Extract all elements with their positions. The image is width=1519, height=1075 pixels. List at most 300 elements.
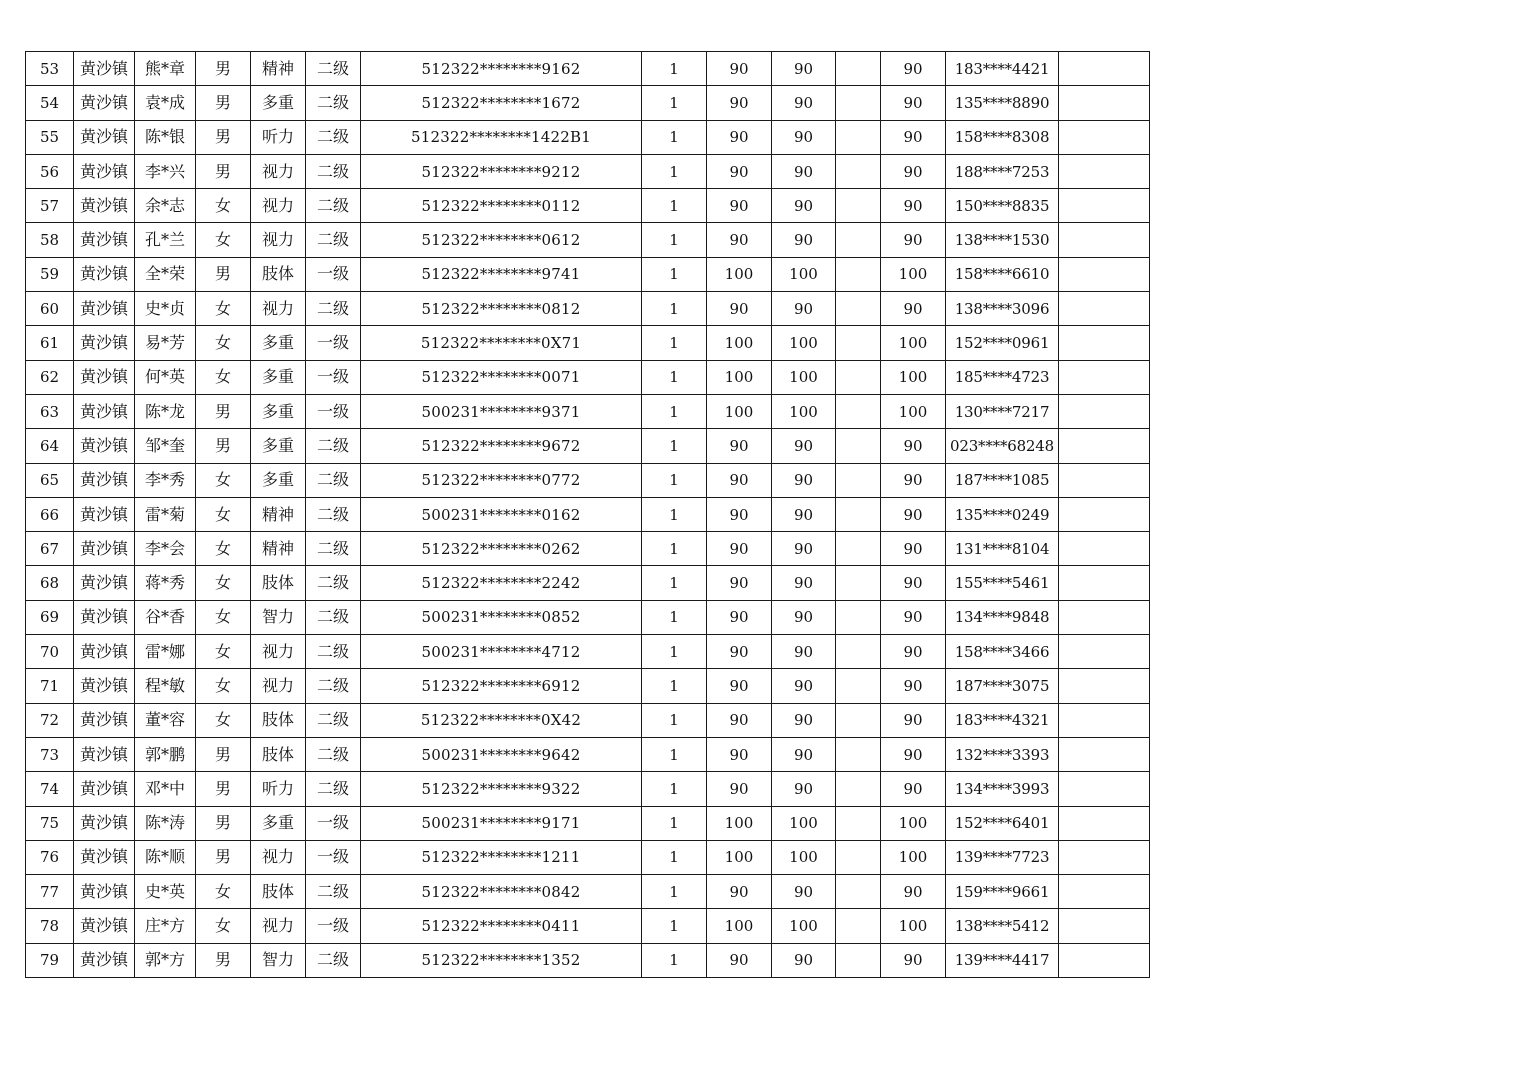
cell-amount: 90 [881, 497, 946, 531]
cell-blank [836, 840, 881, 874]
cell-gender: 女 [196, 875, 251, 909]
cell-standard-2: 100 [772, 840, 836, 874]
cell-gender: 男 [196, 806, 251, 840]
cell-count: 1 [642, 154, 707, 188]
cell-phone: 131****8104 [946, 532, 1059, 566]
cell-amount: 100 [881, 806, 946, 840]
cell-phone: 150****8835 [946, 189, 1059, 223]
cell-amount: 90 [881, 943, 946, 977]
cell-amount: 90 [881, 669, 946, 703]
cell-disability-type: 视力 [251, 189, 306, 223]
cell-name: 李*会 [135, 532, 196, 566]
cell-amount: 90 [881, 189, 946, 223]
cell-township: 黄沙镇 [74, 257, 135, 291]
cell-remark [1059, 120, 1150, 154]
cell-gender: 女 [196, 532, 251, 566]
cell-id-number: 512322********9212 [361, 154, 642, 188]
cell-gender: 男 [196, 429, 251, 463]
cell-id-number: 512322********9741 [361, 257, 642, 291]
cell-count: 1 [642, 943, 707, 977]
cell-id-number: 512322********9672 [361, 429, 642, 463]
cell-blank [836, 360, 881, 394]
cell-name: 陈*银 [135, 120, 196, 154]
cell-name: 熊*章 [135, 52, 196, 86]
cell-remark [1059, 497, 1150, 531]
cell-count: 1 [642, 86, 707, 120]
cell-name: 余*志 [135, 189, 196, 223]
cell-disability-type: 肢体 [251, 703, 306, 737]
cell-name: 邓*中 [135, 772, 196, 806]
cell-standard-2: 90 [772, 532, 836, 566]
cell-disability-level: 一级 [306, 360, 361, 394]
cell-township: 黄沙镇 [74, 669, 135, 703]
cell-phone: 130****7217 [946, 394, 1059, 428]
cell-township: 黄沙镇 [74, 737, 135, 771]
cell-disability-level: 二级 [306, 86, 361, 120]
table-row [26, 52, 1150, 86]
cell-amount: 90 [881, 566, 946, 600]
cell-standard-2: 90 [772, 737, 836, 771]
data-table [25, 51, 1150, 978]
cell-standard-1: 90 [707, 189, 772, 223]
cell-row-number: 67 [26, 532, 74, 566]
cell-disability-level: 一级 [306, 840, 361, 874]
cell-remark [1059, 840, 1150, 874]
cell-remark [1059, 909, 1150, 943]
cell-gender: 女 [196, 189, 251, 223]
table-row [26, 257, 1150, 291]
cell-count: 1 [642, 189, 707, 223]
cell-amount: 90 [881, 737, 946, 771]
cell-name: 全*荣 [135, 257, 196, 291]
cell-name: 董*容 [135, 703, 196, 737]
cell-phone: 155****5461 [946, 566, 1059, 600]
cell-blank [836, 189, 881, 223]
cell-name: 陈*龙 [135, 394, 196, 428]
cell-remark [1059, 737, 1150, 771]
cell-count: 1 [642, 737, 707, 771]
cell-disability-level: 二级 [306, 737, 361, 771]
cell-phone: 134****9848 [946, 600, 1059, 634]
cell-remark [1059, 600, 1150, 634]
cell-standard-1: 90 [707, 463, 772, 497]
cell-standard-1: 100 [707, 909, 772, 943]
cell-blank [836, 154, 881, 188]
cell-phone: 152****6401 [946, 806, 1059, 840]
cell-phone: 138****1530 [946, 223, 1059, 257]
cell-row-number: 71 [26, 669, 74, 703]
cell-phone: 023****68248 [946, 429, 1059, 463]
cell-standard-1: 100 [707, 840, 772, 874]
cell-id-number: 512322********9162 [361, 52, 642, 86]
cell-row-number: 66 [26, 497, 74, 531]
cell-phone: 138****5412 [946, 909, 1059, 943]
cell-phone: 183****4321 [946, 703, 1059, 737]
cell-standard-1: 100 [707, 326, 772, 360]
cell-name: 袁*成 [135, 86, 196, 120]
cell-phone: 132****3393 [946, 737, 1059, 771]
cell-disability-type: 多重 [251, 806, 306, 840]
cell-gender: 男 [196, 943, 251, 977]
cell-row-number: 55 [26, 120, 74, 154]
cell-amount: 100 [881, 909, 946, 943]
cell-standard-1: 90 [707, 497, 772, 531]
cell-disability-type: 视力 [251, 909, 306, 943]
cell-disability-level: 二级 [306, 463, 361, 497]
cell-amount: 90 [881, 600, 946, 634]
cell-standard-1: 90 [707, 875, 772, 909]
cell-disability-level: 一级 [306, 394, 361, 428]
cell-id-number: 512322********1211 [361, 840, 642, 874]
cell-remark [1059, 772, 1150, 806]
cell-standard-2: 90 [772, 429, 836, 463]
cell-standard-1: 90 [707, 600, 772, 634]
table-row [26, 497, 1150, 531]
cell-count: 1 [642, 840, 707, 874]
cell-count: 1 [642, 52, 707, 86]
cell-disability-type: 精神 [251, 52, 306, 86]
cell-standard-1: 90 [707, 292, 772, 326]
cell-blank [836, 772, 881, 806]
cell-standard-1: 90 [707, 737, 772, 771]
cell-row-number: 63 [26, 394, 74, 428]
cell-count: 1 [642, 292, 707, 326]
cell-gender: 男 [196, 86, 251, 120]
cell-count: 1 [642, 772, 707, 806]
cell-disability-type: 肢体 [251, 737, 306, 771]
cell-gender: 男 [196, 840, 251, 874]
cell-gender: 男 [196, 120, 251, 154]
cell-name: 李*兴 [135, 154, 196, 188]
cell-standard-2: 100 [772, 257, 836, 291]
cell-township: 黄沙镇 [74, 566, 135, 600]
cell-standard-2: 100 [772, 360, 836, 394]
cell-gender: 男 [196, 772, 251, 806]
cell-disability-level: 二级 [306, 875, 361, 909]
cell-count: 1 [642, 669, 707, 703]
table-row [26, 360, 1150, 394]
cell-row-number: 68 [26, 566, 74, 600]
cell-standard-2: 100 [772, 806, 836, 840]
cell-township: 黄沙镇 [74, 875, 135, 909]
cell-count: 1 [642, 360, 707, 394]
cell-standard-1: 90 [707, 703, 772, 737]
cell-blank [836, 566, 881, 600]
cell-remark [1059, 532, 1150, 566]
cell-name: 郭*方 [135, 943, 196, 977]
table-row [26, 669, 1150, 703]
cell-disability-type: 多重 [251, 463, 306, 497]
cell-disability-level: 二级 [306, 154, 361, 188]
table-row [26, 909, 1150, 943]
cell-count: 1 [642, 875, 707, 909]
cell-blank [836, 600, 881, 634]
cell-disability-level: 二级 [306, 429, 361, 463]
cell-standard-2: 90 [772, 292, 836, 326]
cell-disability-type: 多重 [251, 360, 306, 394]
cell-standard-2: 90 [772, 52, 836, 86]
cell-standard-2: 90 [772, 875, 836, 909]
cell-amount: 90 [881, 635, 946, 669]
cell-amount: 90 [881, 429, 946, 463]
cell-standard-1: 100 [707, 257, 772, 291]
cell-gender: 女 [196, 909, 251, 943]
cell-row-number: 53 [26, 52, 74, 86]
cell-remark [1059, 429, 1150, 463]
cell-disability-level: 二级 [306, 943, 361, 977]
cell-id-number: 512322********0112 [361, 189, 642, 223]
cell-amount: 90 [881, 532, 946, 566]
cell-row-number: 65 [26, 463, 74, 497]
cell-disability-type: 多重 [251, 86, 306, 120]
cell-amount: 90 [881, 154, 946, 188]
cell-row-number: 69 [26, 600, 74, 634]
cell-phone: 187****3075 [946, 669, 1059, 703]
cell-remark [1059, 292, 1150, 326]
cell-remark [1059, 326, 1150, 360]
cell-gender: 女 [196, 223, 251, 257]
cell-phone: 134****3993 [946, 772, 1059, 806]
cell-standard-1: 90 [707, 154, 772, 188]
cell-standard-2: 90 [772, 772, 836, 806]
cell-gender: 男 [196, 394, 251, 428]
cell-gender: 女 [196, 326, 251, 360]
cell-disability-level: 一级 [306, 909, 361, 943]
cell-row-number: 60 [26, 292, 74, 326]
cell-remark [1059, 52, 1150, 86]
cell-standard-2: 90 [772, 703, 836, 737]
cell-standard-2: 90 [772, 189, 836, 223]
table-row [26, 463, 1150, 497]
table-row [26, 86, 1150, 120]
cell-id-number: 512322********1352 [361, 943, 642, 977]
cell-id-number: 512322********0X42 [361, 703, 642, 737]
cell-blank [836, 223, 881, 257]
cell-remark [1059, 806, 1150, 840]
table-row [26, 635, 1150, 669]
cell-township: 黄沙镇 [74, 463, 135, 497]
cell-row-number: 73 [26, 737, 74, 771]
cell-disability-level: 一级 [306, 257, 361, 291]
cell-disability-type: 智力 [251, 943, 306, 977]
cell-blank [836, 635, 881, 669]
cell-blank [836, 875, 881, 909]
cell-name: 陈*顺 [135, 840, 196, 874]
cell-disability-type: 听力 [251, 772, 306, 806]
cell-phone: 138****3096 [946, 292, 1059, 326]
cell-standard-2: 90 [772, 669, 836, 703]
cell-township: 黄沙镇 [74, 360, 135, 394]
cell-standard-1: 90 [707, 86, 772, 120]
table-row [26, 120, 1150, 154]
cell-township: 黄沙镇 [74, 52, 135, 86]
cell-standard-1: 90 [707, 669, 772, 703]
cell-disability-type: 视力 [251, 154, 306, 188]
cell-amount: 90 [881, 772, 946, 806]
cell-remark [1059, 703, 1150, 737]
cell-disability-level: 二级 [306, 497, 361, 531]
cell-phone: 158****3466 [946, 635, 1059, 669]
cell-id-number: 512322********0071 [361, 360, 642, 394]
cell-row-number: 74 [26, 772, 74, 806]
cell-remark [1059, 875, 1150, 909]
cell-amount: 100 [881, 360, 946, 394]
cell-remark [1059, 154, 1150, 188]
cell-standard-1: 90 [707, 566, 772, 600]
cell-standard-1: 90 [707, 635, 772, 669]
cell-blank [836, 497, 881, 531]
cell-standard-1: 90 [707, 223, 772, 257]
cell-phone: 188****7253 [946, 154, 1059, 188]
cell-standard-1: 100 [707, 806, 772, 840]
cell-disability-type: 视力 [251, 292, 306, 326]
cell-township: 黄沙镇 [74, 772, 135, 806]
cell-id-number: 512322********6912 [361, 669, 642, 703]
cell-row-number: 75 [26, 806, 74, 840]
cell-gender: 女 [196, 463, 251, 497]
cell-amount: 90 [881, 120, 946, 154]
table-row [26, 566, 1150, 600]
cell-count: 1 [642, 120, 707, 154]
cell-township: 黄沙镇 [74, 943, 135, 977]
cell-standard-2: 90 [772, 223, 836, 257]
cell-phone: 158****6610 [946, 257, 1059, 291]
table-row [26, 292, 1150, 326]
cell-name: 何*英 [135, 360, 196, 394]
cell-remark [1059, 463, 1150, 497]
cell-row-number: 56 [26, 154, 74, 188]
cell-remark [1059, 566, 1150, 600]
cell-gender: 男 [196, 154, 251, 188]
cell-gender: 女 [196, 566, 251, 600]
cell-disability-type: 智力 [251, 600, 306, 634]
cell-gender: 女 [196, 600, 251, 634]
cell-count: 1 [642, 257, 707, 291]
cell-amount: 90 [881, 86, 946, 120]
cell-name: 邹*奎 [135, 429, 196, 463]
table-row [26, 703, 1150, 737]
table-row [26, 154, 1150, 188]
table-row [26, 840, 1150, 874]
cell-phone: 185****4723 [946, 360, 1059, 394]
table-row [26, 943, 1150, 977]
table-row [26, 326, 1150, 360]
cell-phone: 135****8890 [946, 86, 1059, 120]
cell-phone: 187****1085 [946, 463, 1059, 497]
cell-phone: 152****0961 [946, 326, 1059, 360]
table-row [26, 806, 1150, 840]
cell-disability-type: 视力 [251, 669, 306, 703]
cell-standard-1: 90 [707, 52, 772, 86]
cell-count: 1 [642, 600, 707, 634]
cell-gender: 女 [196, 703, 251, 737]
cell-row-number: 70 [26, 635, 74, 669]
cell-count: 1 [642, 326, 707, 360]
cell-disability-type: 多重 [251, 429, 306, 463]
cell-disability-level: 二级 [306, 669, 361, 703]
cell-disability-level: 一级 [306, 326, 361, 360]
cell-disability-level: 二级 [306, 292, 361, 326]
cell-id-number: 512322********0X71 [361, 326, 642, 360]
cell-disability-type: 肢体 [251, 875, 306, 909]
cell-blank [836, 326, 881, 360]
cell-row-number: 62 [26, 360, 74, 394]
cell-disability-type: 多重 [251, 394, 306, 428]
cell-disability-level: 二级 [306, 189, 361, 223]
cell-amount: 90 [881, 875, 946, 909]
cell-blank [836, 257, 881, 291]
cell-row-number: 77 [26, 875, 74, 909]
cell-remark [1059, 360, 1150, 394]
table-row [26, 223, 1150, 257]
cell-standard-2: 90 [772, 566, 836, 600]
cell-gender: 女 [196, 635, 251, 669]
cell-blank [836, 86, 881, 120]
cell-gender: 男 [196, 257, 251, 291]
cell-standard-1: 100 [707, 394, 772, 428]
cell-disability-type: 肢体 [251, 566, 306, 600]
cell-phone: 139****4417 [946, 943, 1059, 977]
cell-standard-2: 90 [772, 86, 836, 120]
cell-row-number: 78 [26, 909, 74, 943]
cell-disability-type: 视力 [251, 635, 306, 669]
cell-gender: 女 [196, 669, 251, 703]
cell-amount: 90 [881, 52, 946, 86]
cell-id-number: 512322********1672 [361, 86, 642, 120]
cell-standard-2: 100 [772, 326, 836, 360]
cell-township: 黄沙镇 [74, 600, 135, 634]
cell-remark [1059, 394, 1150, 428]
cell-blank [836, 806, 881, 840]
cell-remark [1059, 669, 1150, 703]
cell-disability-type: 精神 [251, 497, 306, 531]
cell-disability-type: 精神 [251, 532, 306, 566]
table-row [26, 429, 1150, 463]
cell-count: 1 [642, 806, 707, 840]
cell-standard-2: 90 [772, 943, 836, 977]
cell-standard-1: 100 [707, 360, 772, 394]
cell-name: 蒋*秀 [135, 566, 196, 600]
cell-name: 雷*菊 [135, 497, 196, 531]
cell-blank [836, 292, 881, 326]
cell-count: 1 [642, 566, 707, 600]
table-row [26, 189, 1150, 223]
cell-remark [1059, 943, 1150, 977]
cell-standard-2: 90 [772, 600, 836, 634]
cell-disability-type: 视力 [251, 840, 306, 874]
cell-id-number: 500231********9171 [361, 806, 642, 840]
cell-id-number: 512322********0812 [361, 292, 642, 326]
cell-count: 1 [642, 909, 707, 943]
cell-id-number: 500231********9371 [361, 394, 642, 428]
cell-township: 黄沙镇 [74, 394, 135, 428]
cell-disability-level: 二级 [306, 703, 361, 737]
cell-disability-level: 二级 [306, 52, 361, 86]
cell-count: 1 [642, 463, 707, 497]
cell-name: 陈*涛 [135, 806, 196, 840]
cell-count: 1 [642, 394, 707, 428]
cell-gender: 男 [196, 52, 251, 86]
cell-name: 郭*鹏 [135, 737, 196, 771]
cell-count: 1 [642, 703, 707, 737]
cell-remark [1059, 257, 1150, 291]
cell-blank [836, 532, 881, 566]
cell-phone: 159****9661 [946, 875, 1059, 909]
cell-standard-2: 100 [772, 394, 836, 428]
cell-phone: 183****4421 [946, 52, 1059, 86]
cell-id-number: 512322********0612 [361, 223, 642, 257]
cell-row-number: 72 [26, 703, 74, 737]
